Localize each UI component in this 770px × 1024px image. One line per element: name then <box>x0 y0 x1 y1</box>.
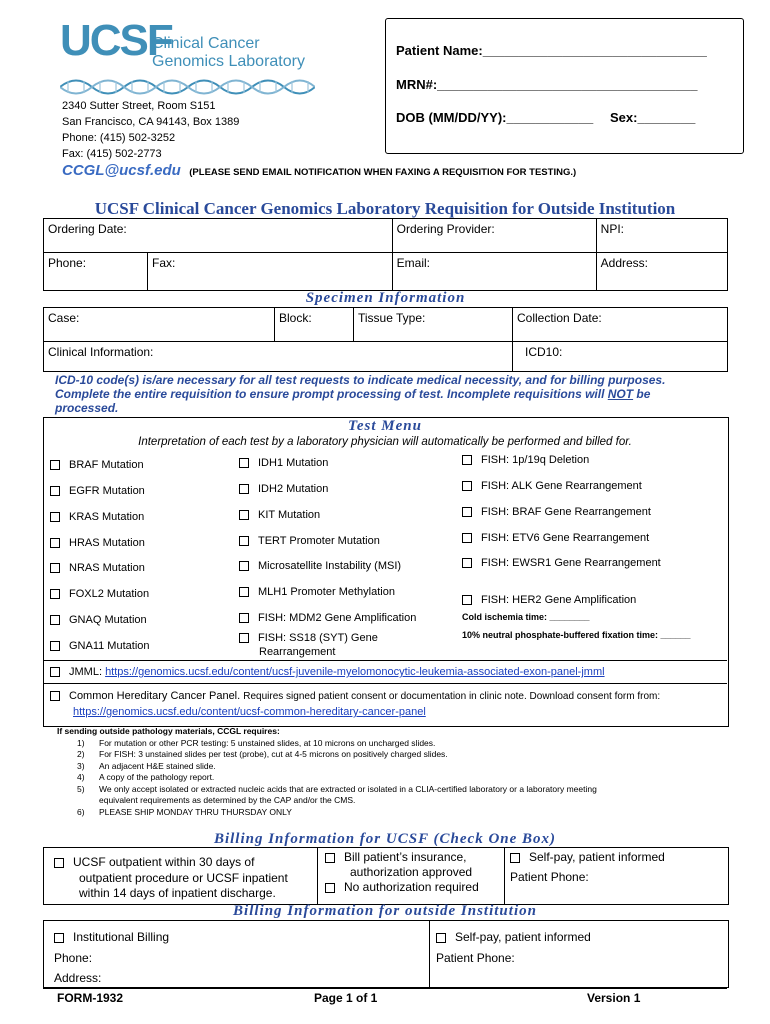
checkbox[interactable] <box>239 510 249 520</box>
materials-item-4: A copy of the pathology report. <box>99 772 215 782</box>
checkbox[interactable] <box>50 589 60 599</box>
test-kit-mutation[interactable]: KIT Mutation <box>239 509 320 521</box>
icd-note-line3: processed. <box>55 401 119 415</box>
checkbox[interactable] <box>54 858 64 868</box>
lab-address <box>62 98 239 162</box>
outside-materials: If sending outside pathology materials, CCGL requires: 1) For mutation or other PCR testing: 5 unstained slides, at 10 microns on uncharged slides. 2) For FISH: 3 unstained slides per test (probe), cut at 4-5 microns on positively charged slides. 3) An adjacent H&E stained slide. 4) A copy of the pathology report. 5) We only accept isolated or extracted nucleic acids that are extracted or isolated in a CLIA-certified laboratory or a laboratory meeting equivalent requirements as determined by the CAP and/or the CMS. 6) PLEASE SHIP MONDAY THRU THURSDAY ONLY <box>57 726 737 818</box>
icd10-field[interactable]: ICD10: <box>513 342 728 372</box>
test-hras-mutation[interactable]: HRAS Mutation <box>50 537 145 549</box>
materials-item-3: An adjacent H&E stained slide. <box>99 760 216 771</box>
fax-field[interactable]: Fax: <box>148 253 393 291</box>
ordering-date-field[interactable]: Ordering Date: <box>44 219 393 253</box>
billing-ucsf-outpatient[interactable]: UCSF outpatient within 30 days of outpatient procedure or UCSF inpatient within 14 days of inpatient discharge. <box>54 855 288 902</box>
checkbox[interactable] <box>50 538 60 548</box>
fixation-time-field[interactable]: 10% neutral phosphate-buffered fixation time: ______ <box>462 630 691 640</box>
checkbox[interactable] <box>50 460 60 470</box>
dob-field[interactable]: DOB (MM/DD/YY):____________ <box>396 110 594 125</box>
address-phone: Phone: (415) 502-3252 <box>62 132 176 144</box>
test-fish-ewsr1[interactable]: FISH: EWSR1 Gene Rearrangement <box>462 557 661 569</box>
lab-name-line1: Clinical Cancer <box>152 35 260 52</box>
page-number: Page 1 of 1 <box>314 991 378 1005</box>
materials-item-5-cont: equivalent requirements as determined by the CAP and/or the CMS. <box>99 795 356 805</box>
outside-materials-heading: If sending outside pathology materials, CCGL requires: <box>57 726 280 736</box>
test-kras-mutation[interactable]: KRAS Mutation <box>50 511 144 523</box>
patient-name-field[interactable]: Patient Name:_______________________________ <box>396 43 707 58</box>
checkbox[interactable] <box>325 883 335 893</box>
block-field[interactable]: Block: <box>275 308 354 342</box>
form-title: UCSF Clinical Cancer Genomics Laboratory Requisition for Outside Institution <box>94 199 676 218</box>
npi-field[interactable]: NPI: <box>596 219 727 253</box>
checkbox[interactable] <box>239 613 249 623</box>
billing-institutional[interactable]: Institutional Billing <box>54 927 169 948</box>
checkbox[interactable] <box>462 481 472 491</box>
collection-date-field[interactable]: Collection Date: <box>513 308 728 342</box>
checkbox[interactable] <box>436 933 446 943</box>
footer-rule <box>43 988 727 989</box>
test-gnaq-mutation[interactable]: GNAQ Mutation <box>50 614 147 626</box>
patient-info-box <box>385 18 744 154</box>
test-fish-alk[interactable]: FISH: ALK Gene Rearrangement <box>462 480 642 492</box>
checkbox[interactable] <box>50 486 60 496</box>
checkbox[interactable] <box>239 536 249 546</box>
test-fish-her2[interactable]: FISH: HER2 Gene Amplification <box>462 594 636 606</box>
test-idh1-mutation[interactable]: IDH1 Mutation <box>239 457 328 469</box>
test-idh2-mutation[interactable]: IDH2 Mutation <box>239 483 328 495</box>
checkbox[interactable] <box>50 691 60 701</box>
checkbox[interactable] <box>462 455 472 465</box>
checkbox[interactable] <box>50 563 60 573</box>
checkbox[interactable] <box>462 533 472 543</box>
address-street: 2340 Sutter Street, Room S151 <box>62 100 216 112</box>
specimen-heading: Specimen Information <box>305 290 466 306</box>
jmml-link[interactable]: https://genomics.ucsf.edu/content/ucsf-juvenile-myelomonocytic-leukemia-associated-exon-panel-jmml <box>105 666 605 678</box>
test-hereditary-panel[interactable]: Common Hereditary Cancer Panel. Requires signed patient consent or documentation in clinic note. Download consent form from: <box>50 690 660 702</box>
tissue-type-field[interactable]: Tissue Type: <box>354 308 513 342</box>
checkbox[interactable] <box>462 507 472 517</box>
checkbox[interactable] <box>462 558 472 568</box>
sex-field[interactable]: Sex:________ <box>610 110 696 125</box>
checkbox[interactable] <box>462 595 472 605</box>
materials-item-5: We only accept isolated or extracted nucleic acids that are extracted or isolated in a CLIA-certified laboratory or a laboratory meeting <box>99 783 597 794</box>
billing-ucsf-box <box>43 847 729 905</box>
case-field[interactable]: Case: <box>44 308 275 342</box>
ordering-table <box>43 218 728 291</box>
billing-outside-address[interactable]: Address: <box>54 971 102 985</box>
checkbox[interactable] <box>54 933 64 943</box>
checkbox[interactable] <box>239 484 249 494</box>
billing-ucsf-self-pay[interactable]: Self-pay, patient informed Patient Phone: <box>510 850 665 884</box>
lab-email[interactable]: CCGL@ucsf.edu <box>62 162 181 179</box>
logo <box>60 14 320 104</box>
phone-field[interactable]: Phone: <box>44 253 148 291</box>
lab-name-line2: Genomics Laboratory <box>152 53 305 70</box>
billing-ucsf-heading: Billing Information for UCSF (Check One Box) <box>213 831 557 847</box>
address-fax: Fax: (415) 502-2773 <box>62 148 162 160</box>
checkbox[interactable] <box>239 561 249 571</box>
version: Version 1 <box>587 991 641 1005</box>
billing-ucsf-insurance[interactable]: Bill patient’s insurance, authorization approved No authorization required <box>325 850 479 895</box>
divider <box>43 683 727 684</box>
test-fish-braf[interactable]: FISH: BRAF Gene Rearrangement <box>462 506 651 518</box>
email-field[interactable]: Email: <box>392 253 596 291</box>
address-city: San Francisco, CA 94143, Box 1389 <box>62 116 240 128</box>
checkbox[interactable] <box>50 615 60 625</box>
billing-ucsf-patient-phone[interactable]: Patient Phone: <box>510 870 589 884</box>
checkbox[interactable] <box>510 853 520 863</box>
test-braf-mutation[interactable]: BRAF Mutation <box>50 459 144 471</box>
test-fish-etv6[interactable]: FISH: ETV6 Gene Rearrangement <box>462 532 649 544</box>
icd-note-line2: Complete the entire requisition to ensure prompt processing of test. Incomplete requisitions will NOT be <box>55 387 651 401</box>
cold-ischemia-field[interactable]: Cold ischemia time: ________ <box>462 612 590 622</box>
test-menu-box <box>43 417 729 727</box>
checkbox[interactable] <box>239 633 249 643</box>
checkbox[interactable] <box>239 458 249 468</box>
email-note: (PLEASE SEND EMAIL NOTIFICATION WHEN FAXING A REQUISITION FOR TESTING.) <box>189 167 577 178</box>
icd-note-line1: ICD-10 code(s) is/are necessary for all test requests to indicate medical necessity, and for billing purposes. <box>55 373 666 387</box>
billing-outside-box <box>43 920 729 988</box>
specimen-table <box>43 307 728 372</box>
test-msi[interactable]: Microsatellite Instability (MSI) <box>239 560 401 572</box>
billing-outside-heading: Billing Information for outside Institution <box>233 903 537 919</box>
clinical-info-field[interactable]: Clinical Information: <box>44 342 513 372</box>
test-foxl2-mutation[interactable]: FOXL2 Mutation <box>50 588 149 600</box>
test-fish-ss18-cont: Rearrangement <box>259 646 336 658</box>
hereditary-note: Requires signed patient consent or documentation in clinic note. Download consent form from: <box>243 691 661 702</box>
test-egfr-mutation[interactable]: EGFR Mutation <box>50 485 145 497</box>
billing-outside-patient-phone[interactable]: Patient Phone: <box>436 950 515 965</box>
test-fish-mdm2[interactable]: FISH: MDM2 Gene Amplification <box>239 612 416 624</box>
checkbox[interactable] <box>239 587 249 597</box>
materials-item-6: PLEASE SHIP MONDAY THRU THURSDAY ONLY <box>99 806 292 817</box>
test-fish-1p19q[interactable]: FISH: 1p/19q Deletion <box>462 454 589 466</box>
billing-outside-self-pay[interactable]: Self-pay, patient informed <box>436 927 591 948</box>
not-emphasis: NOT <box>607 387 634 401</box>
test-menu-interpretation: Interpretation of each test by a laboratory physician will automatically be performed and billed for. <box>138 436 632 448</box>
test-menu-heading: Test Menu <box>348 418 422 434</box>
form-number: FORM-1932 <box>57 991 124 1005</box>
test-mlh1-methylation[interactable]: MLH1 Promoter Methylation <box>239 586 395 598</box>
divider <box>43 660 727 661</box>
test-nras-mutation[interactable]: NRAS Mutation <box>50 562 145 574</box>
test-jmml[interactable]: JMML: https://genomics.ucsf.edu/content/ucsf-juvenile-myelomonocytic-leukemia-associated-exon-panel-jmml <box>50 666 605 678</box>
hereditary-link[interactable]: https://genomics.ucsf.edu/content/ucsf-common-hereditary-cancer-panel <box>73 706 426 718</box>
materials-item-2: For FISH: 3 unstained slides per test (probe), cut at 4-5 microns on positively charged slides. <box>99 749 448 759</box>
ordering-provider-field[interactable]: Ordering Provider: <box>392 219 596 253</box>
test-tert-promoter[interactable]: TERT Promoter Mutation <box>239 535 380 547</box>
address-field[interactable]: Address: <box>596 253 727 291</box>
checkbox[interactable] <box>325 853 335 863</box>
test-gna11-mutation[interactable]: GNA11 Mutation <box>50 640 150 652</box>
logo-ucsf-text: UCSF <box>60 16 172 65</box>
checkbox[interactable] <box>50 667 60 677</box>
mrn-field[interactable]: MRN#:____________________________________ <box>396 77 698 92</box>
email-line <box>62 162 576 180</box>
materials-item-1: For mutation or other PCR testing: 5 unstained slides, at 10 microns on uncharged slides. <box>99 737 436 748</box>
billing-outside-phone[interactable]: Phone: <box>54 950 93 965</box>
billing-ucsf-no-auth[interactable]: No authorization required <box>325 880 479 895</box>
checkbox[interactable] <box>50 512 60 522</box>
icd-note <box>55 373 725 415</box>
checkbox[interactable] <box>50 641 60 651</box>
test-fish-ss18[interactable]: FISH: SS18 (SYT) Gene <box>239 632 378 644</box>
